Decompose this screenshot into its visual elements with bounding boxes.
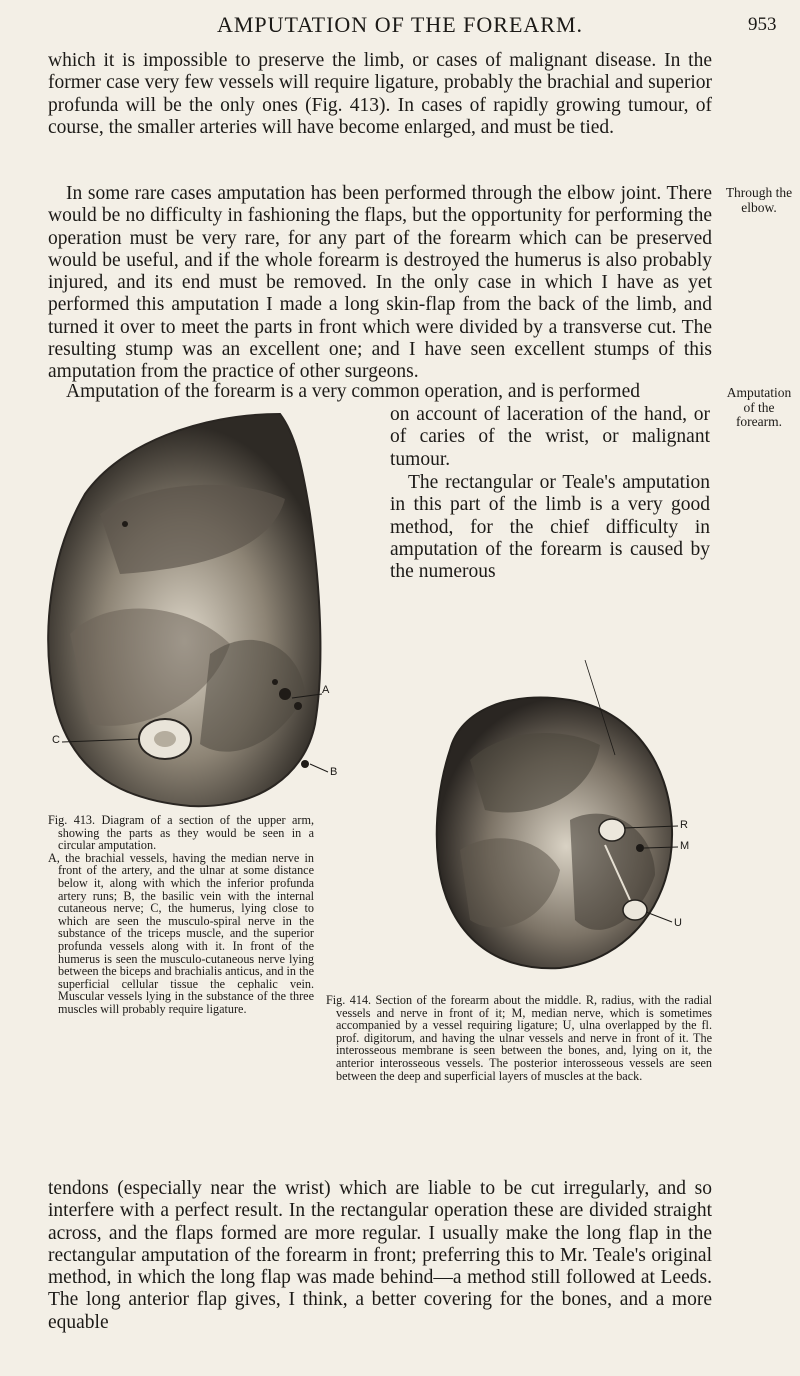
- margin-note-elbow: Through the elbow.: [725, 185, 793, 215]
- paragraph-5: tendons (especially near the wrist) which are liable to be cut irregularly, and so interfere with a perfect result. In the rectangular operation these are divided straight across, and the flaps formed are more regular. I usually make the long flap in the rectangular amputation of the forearm in front; preferring this to Mr. Teale's original method, in which the long flap was made behind—a method still followed at Leeds. The long anterior flap gives, I think, a better covering for the bones, and a more equable: [48, 1178, 712, 1333]
- figure-413-label-b: B: [330, 766, 338, 778]
- paragraph-1: which it is impossible to preserve the limb, or cases of malignant disease. In the former case very few vessels will require ligature, probably the brachial and superior profunda will be the only ones (Fig. 413). In cases of rapidly growing tumour, of course, the smaller arteries will have become enlarged, and must be tied.: [48, 50, 712, 138]
- page-number: 953: [748, 14, 777, 35]
- paragraph-2: In some rare cases amputation has been performed through the elbow joint. There would be no difficulty in fashioning the flaps, but the opportunity for performing the operation must be very rare, for any part of the forearm which can be preserved would be useful, and if the whole forearm is destroyed the humerus is also probably injured, and its end must be removed. In the only case in which I have as yet performed this amputation I made a long skin-flap from the back of the limb, and turned it over to meet the parts in front which were divided by a transverse cut. The resulting stump was an excellent one; and I have seen excellent stumps of this amputation from the practice of other surgeons.: [48, 183, 712, 383]
- figure-413-caption-title: Fig. 413. Diagram of a section of the upper arm, showing the parts as they would be seen in a circular amputation.: [48, 813, 314, 853]
- running-title: AMPUTATION OF THE FOREARM.: [216, 12, 584, 37]
- paragraph-4: The rectangular or Teale's amputation in this part of the limb is a very good method, for the chief difficulty in amputation of the forearm is caused by the numerous: [390, 472, 710, 583]
- figure-413: [30, 404, 350, 814]
- figure-414-illustration: [390, 660, 690, 990]
- figure-413-label-c: C: [52, 734, 60, 746]
- figure-414-label-m: M: [680, 840, 690, 852]
- figure-414-label-u: U: [674, 917, 682, 929]
- figure-413-label-a: A: [322, 684, 330, 696]
- figure-414: [390, 660, 690, 990]
- figure-413-caption: [48, 814, 314, 1016]
- figure-414-label-r: R: [680, 819, 688, 831]
- paragraph-3-lead: Amputation of the forearm is a very common operation, and is performed: [66, 381, 640, 402]
- margin-note-forearm: Amputation of the forearm.: [726, 385, 792, 429]
- figure-413-illustration: [30, 404, 350, 814]
- figure-414-caption-block: [326, 994, 712, 1082]
- paragraph-3-wrap: on account of laceration of the hand, or of caries of the wrist, or malignant tumour.: [390, 404, 710, 470]
- figure-414-caption: Fig. 414. Section of the forearm about the middle. R, radius, with the radial vessels and nerve in front of it; M, median nerve, which is sometimes accompanied by a vessel requiring ligature; U, ulna overlapped by the fl. prof. digitorum, and having the ulnar vessels and nerve in front of it. The interosseous membrane is seen between the bones, and, lying on it, the anterior interosseous vessels. The posterior interosseous vessels are seen between the deep and superficial layers of muscles at the back.: [326, 993, 712, 1083]
- figure-413-caption-body: A, the brachial vessels, having the median nerve in front of the artery, and the ulnar at some distance below it, along with which the inferior profunda artery runs; B, the basilic vein with the internal cutaneous nerve; C, the humerus, lying close to which are seen the musculo-spiral nerve in the substance of the triceps muscle, and the superior profunda vessels along with it. In front of the humerus is seen the musculo-cutaneous nerve lying between the biceps and brachialis anticus, and in the superficial cellular tissue the cephalic vein. Muscular vessels lying in the substance of the three muscles will probably require ligature.: [48, 850, 314, 1016]
